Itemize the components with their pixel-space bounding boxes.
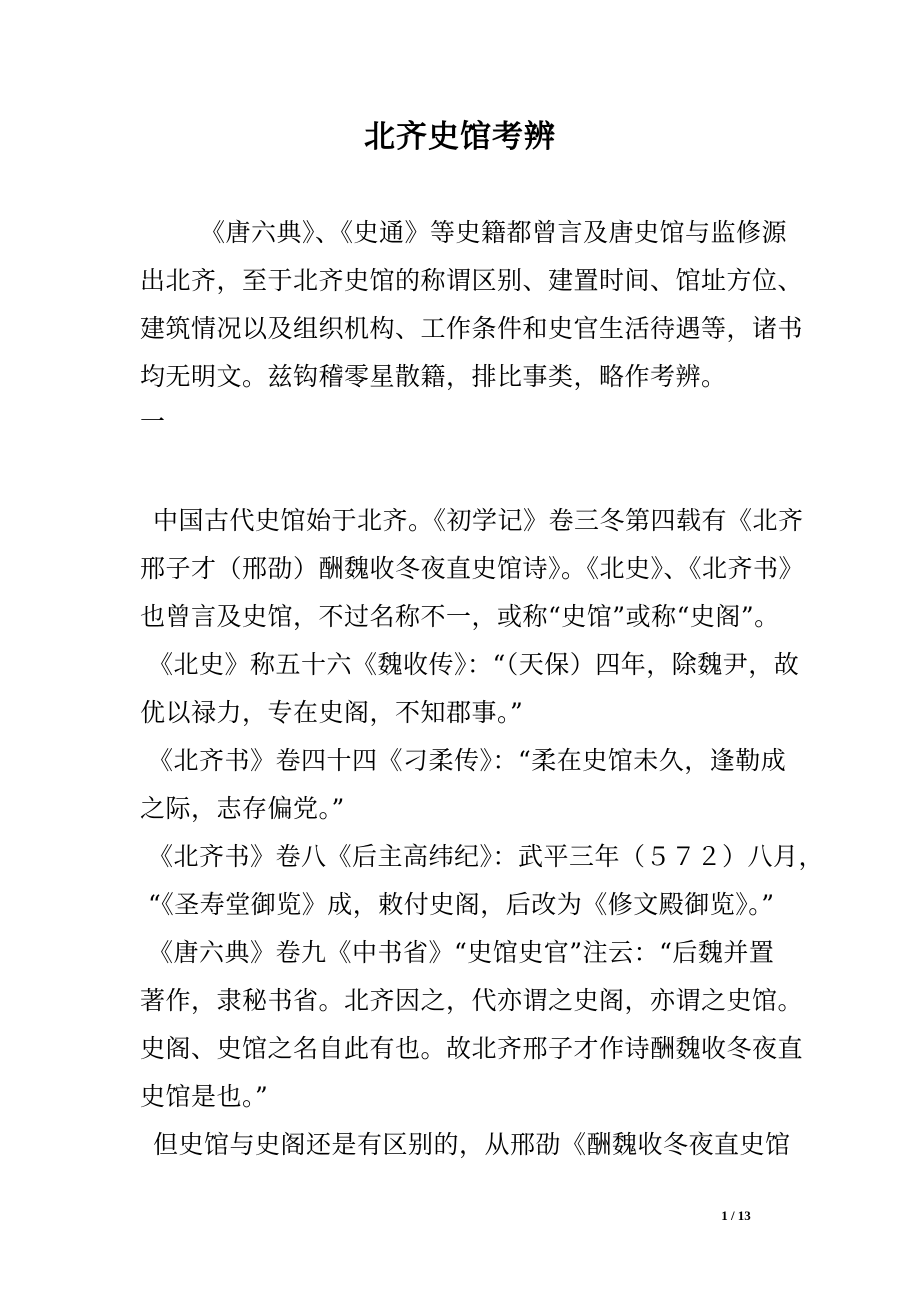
- paragraph-line: 中国古代史馆始于北齐。《初学记》卷三冬第四载有《北齐: [153, 506, 804, 535]
- paragraph-line: 但史馆与史阁还是有区别的，从邢劭《酬魏收冬夜直史馆: [153, 1130, 791, 1159]
- paragraph-line: 也曾言及史馆，不过名称不一，或称“史馆”或称“史阁”。: [140, 602, 780, 631]
- paragraph-line: 均无明文。兹钩稽零星散籍，排比事类，略作考辨。: [140, 362, 727, 391]
- paragraph-line: 优以禄力，专在史阁，不知郡事。”: [140, 698, 524, 727]
- paragraph-line: 史馆是也。”: [140, 1082, 269, 1111]
- paragraph-line: 著作，隶秘书省。北齐因之，代亦谓之史阁，亦谓之史馆。: [140, 986, 804, 1015]
- paragraph-line: “《圣寿堂御览》成，敕付史阁，后改为《修文殿御览》。”: [148, 890, 775, 919]
- paragraph-line: 《唐六典》卷九《中书省》“史馆史官”注云：“后魏并置: [148, 938, 775, 967]
- paragraph-line: 《唐六典》、《史通》等史籍都曾言及唐史馆与监修源: [200, 218, 788, 247]
- document-title: 北齐史馆考辨: [364, 119, 556, 155]
- paragraph-line: 邢子才（邢劭）酬魏收冬夜直史馆诗》。《北史》、《北齐书》: [140, 554, 805, 583]
- paragraph-line: 史阁、史馆之名自此有也。故北齐邢子才作诗酬魏收冬夜直: [140, 1034, 804, 1063]
- paragraph-line: 《北齐书》卷八《后主高纬纪》：武平三年（５７２）八月，: [148, 842, 825, 871]
- section-number: 一: [140, 407, 166, 436]
- paragraph-line: 出北齐，至于北齐史馆的称谓区别、建置时间、馆址方位、: [140, 266, 804, 295]
- paragraph-line: 《北史》称五十六《魏收传》：“（天保）四年，除魏尹，故: [148, 650, 800, 679]
- paragraph-line: 之际，志存偏党。”: [140, 794, 345, 823]
- paragraph-line: 建筑情况以及组织机构、工作条件和史官生活待遇等，诸书: [140, 314, 804, 343]
- page-number: 1 / 13: [721, 1208, 751, 1223]
- paragraph-line: 《北齐书》卷四十四《刁柔传》：“柔在史馆未久，逢勒成: [148, 746, 787, 775]
